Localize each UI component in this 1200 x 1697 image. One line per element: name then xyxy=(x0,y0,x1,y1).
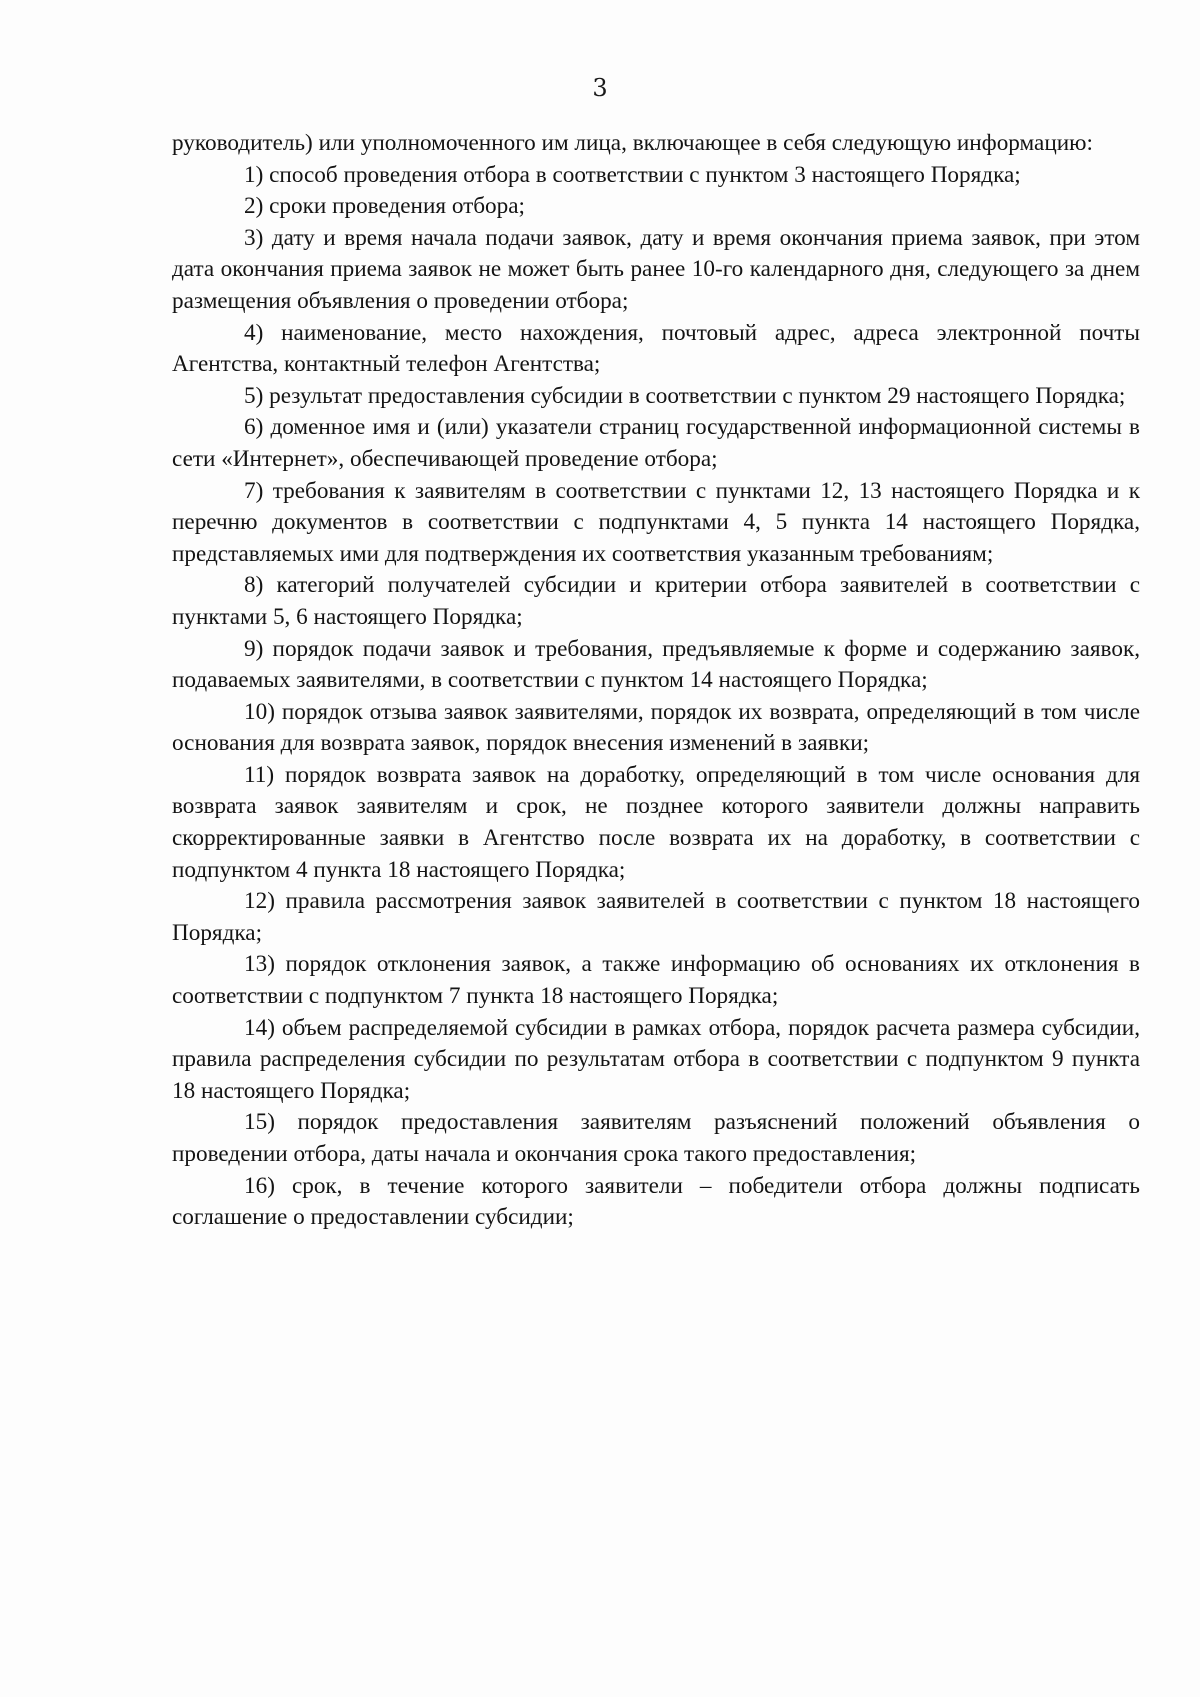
list-item: 9) порядок подачи заявок и требования, предъявляемые к форме и содержанию заявок, подаваемых заявителями, в соответствии с пунктом 14 настоящего Порядка; xyxy=(172,635,1140,694)
list-item: 12) правила рассмотрения заявок заявителей в соответствии с пунктом 18 настоящего Порядка; xyxy=(172,888,1140,946)
list-item: 5) результат предоставления субсидии в соответствии с пунктом 29 настоящего Порядка; xyxy=(244,382,1126,409)
list-item: 7) требования к заявителям в соответствии с пунктами 12, 13 настоящего Порядка и к перечню документов в соответствии с подпунктами 4, 5 пункта 14 настоящего Порядка, представляемых ими для подтверждения их соответствия указанным требованиям; xyxy=(172,477,1140,567)
list-item: 16) срок, в течение которого заявители – победители отбора должны подписать соглашение о предоставлении субсидии; xyxy=(172,1172,1140,1231)
list-item: 11) порядок возврата заявок на доработку, определяющий в том числе основания для возврата заявок заявителям и срок, не позднее которого заявители должны направить скорректированные заявки в Агентство после возврата их на доработку, в соответствии с подпунктом 4 пункта 18 настоящего Порядка; xyxy=(172,761,1140,883)
page-number: 3 xyxy=(592,74,608,102)
list-item: 1) способ проведения отбора в соответствии с пунктом 3 настоящего Порядка; xyxy=(244,161,1021,188)
document-body xyxy=(172,128,1140,1234)
list-item: 6) доменное имя и (или) указатели страниц государственной информационной системы в сети «Интернет», обеспечивающей проведение отбора; xyxy=(172,414,1140,472)
list-item: 15) порядок предоставления заявителям разъяснений положений объявления о проведении отбора, даты начала и окончания срока такого предоставления; xyxy=(172,1109,1140,1167)
list-item: 3) дату и время начала подачи заявок, дату и время окончания приема заявок, при этом дата окончания приема заявок не может быть ранее 10-го календарного дня, следующего за днем размещения объявления о проведении отбора; xyxy=(172,224,1140,314)
list-item: 10) порядок отзыва заявок заявителями, порядок их возврата, определяющий в том числе основания для возврата заявок, порядок внесения изменений в заявки; xyxy=(172,698,1140,757)
list-item: 14) объем распределяемой субсидии в рамках отбора, порядок расчета размера субсидии, правила распределения субсидии по результатам отбора в соответствии с подпунктом 9 пункта 18 настоящего Порядка; xyxy=(172,1014,1140,1104)
list-item: 8) категорий получателей субсидии и критерии отбора заявителей в соответствии с пунктами 5, 6 настоящего Порядка; xyxy=(172,572,1140,630)
intro-paragraph: руководитель) или уполномоченного им лица, включающее в себя следующую информацию: xyxy=(172,130,1093,156)
list-item: 4) наименование, место нахождения, почтовый адрес, адреса электронной почты Агентства, контактный телефон Агентства; xyxy=(172,319,1140,378)
list-item: 13) порядок отклонения заявок, а также информацию об основаниях их отклонения в соответствии с подпунктом 7 пункта 18 настоящего Порядка; xyxy=(172,951,1140,1010)
list-item: 2) сроки проведения отбора; xyxy=(244,193,525,220)
